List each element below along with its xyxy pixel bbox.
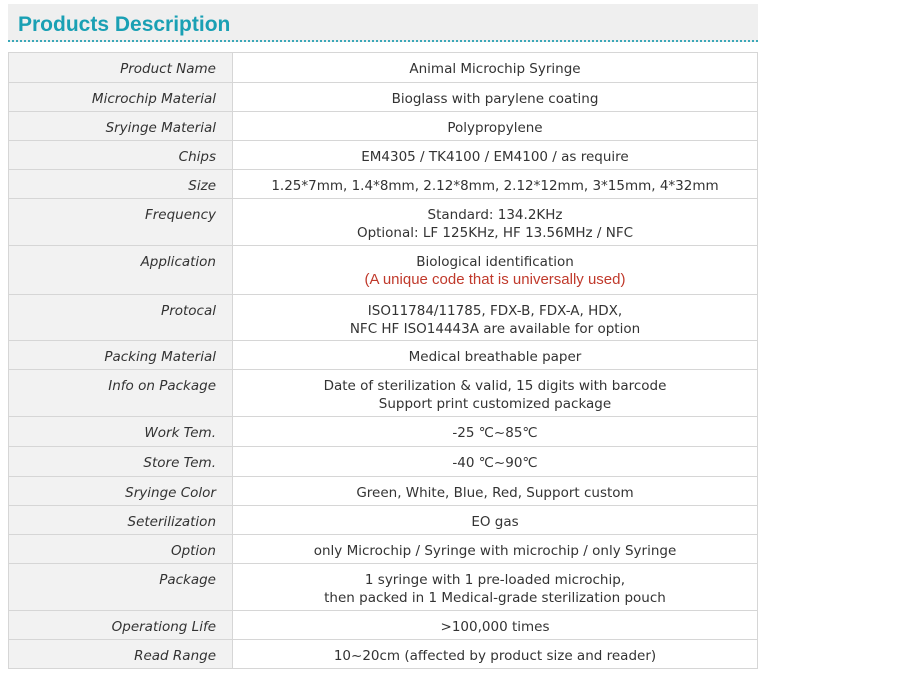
value-line: Date of sterilization & valid, 15 digits with barcode — [323, 378, 667, 394]
value-line: >100,000 times — [440, 619, 550, 635]
table-row — [9, 370, 758, 417]
row-label: Packing Material — [9, 341, 233, 370]
section-header — [8, 4, 758, 42]
table-row — [9, 170, 758, 199]
row-label: Work Tem. — [9, 417, 233, 447]
row-label: Store Tem. — [9, 447, 233, 477]
table-row — [9, 477, 758, 506]
value-line: 10~20cm (affected by product size and reader) — [333, 648, 657, 664]
value-line: then packed in 1 Medical-grade sterilization pouch — [324, 590, 666, 606]
value-line: 1 syringe with 1 pre-loaded microchip, — [364, 572, 626, 588]
value-line: Standard: 134.2KHz — [427, 207, 563, 223]
row-label: Read Range — [9, 640, 233, 669]
row-label: Microchip Material — [9, 83, 233, 112]
table-row — [9, 141, 758, 170]
value-line: Biological identification — [416, 254, 574, 270]
value-line: Support print customized package — [378, 396, 612, 412]
row-label: Sryinge Color — [9, 477, 233, 506]
value-line: EO gas — [471, 514, 519, 530]
row-value — [233, 447, 758, 477]
table-row — [9, 611, 758, 640]
value-line: EM4305 / TK4100 / EM4100 / as require — [361, 149, 629, 165]
row-value — [233, 341, 758, 370]
value-line: NFC HF ISO14443A are available for option — [349, 321, 641, 337]
row-label: Chips — [9, 141, 233, 170]
row-label: Sryinge Material — [9, 112, 233, 141]
value-line: Optional: LF 125KHz, HF 13.56MHz / NFC — [356, 225, 634, 241]
table-row — [9, 295, 758, 341]
table-row — [9, 53, 758, 83]
row-label: Info on Package — [9, 370, 233, 417]
table-row — [9, 564, 758, 611]
value-line: Polypropylene — [447, 120, 543, 136]
value-line: -40 ℃~90℃ — [452, 455, 538, 471]
table-row — [9, 447, 758, 477]
row-value — [233, 246, 758, 295]
row-label: Product Name — [9, 53, 233, 83]
spec-table — [8, 52, 758, 669]
row-label: Size — [9, 170, 233, 199]
value-line-highlight: (A unique code that is universally used) — [364, 271, 626, 288]
row-value — [233, 53, 758, 83]
row-value — [233, 417, 758, 447]
row-value — [233, 112, 758, 141]
table-row — [9, 112, 758, 141]
table-row — [9, 341, 758, 370]
table-row — [9, 199, 758, 246]
row-label: Package — [9, 564, 233, 611]
row-value — [233, 295, 758, 341]
value-line: Medical breathable paper — [408, 349, 582, 365]
row-label: Application — [9, 246, 233, 295]
row-value — [233, 199, 758, 246]
row-label: Operationg Life — [9, 611, 233, 640]
table-row — [9, 246, 758, 295]
row-value — [233, 640, 758, 669]
row-value — [233, 477, 758, 506]
table-row — [9, 535, 758, 564]
table-row — [9, 506, 758, 535]
section-title: Products Description — [18, 13, 231, 36]
table-row — [9, 83, 758, 112]
value-line: -25 ℃~85℃ — [452, 425, 538, 441]
value-line: 1.25*7mm, 1.4*8mm, 2.12*8mm, 2.12*12mm, 3*15mm, 4*32mm — [271, 178, 719, 194]
table-row — [9, 417, 758, 447]
row-label: Frequency — [9, 199, 233, 246]
value-line: Animal Microchip Syringe — [409, 61, 581, 77]
row-value — [233, 170, 758, 199]
row-value — [233, 611, 758, 640]
value-line: only Microchip / Syringe with microchip / only Syringe — [313, 543, 677, 559]
row-value — [233, 564, 758, 611]
row-value — [233, 370, 758, 417]
row-value — [233, 535, 758, 564]
value-line: Green, White, Blue, Red, Support custom — [356, 485, 634, 501]
row-value — [233, 141, 758, 170]
row-value — [233, 506, 758, 535]
row-label: Seterilization — [9, 506, 233, 535]
row-value — [233, 83, 758, 112]
value-line: ISO11784/11785, FDX-B, FDX-A, HDX, — [367, 303, 623, 319]
value-line: Bioglass with parylene coating — [391, 91, 599, 107]
table-row — [9, 640, 758, 669]
row-label: Option — [9, 535, 233, 564]
row-label: Protocal — [9, 295, 233, 341]
